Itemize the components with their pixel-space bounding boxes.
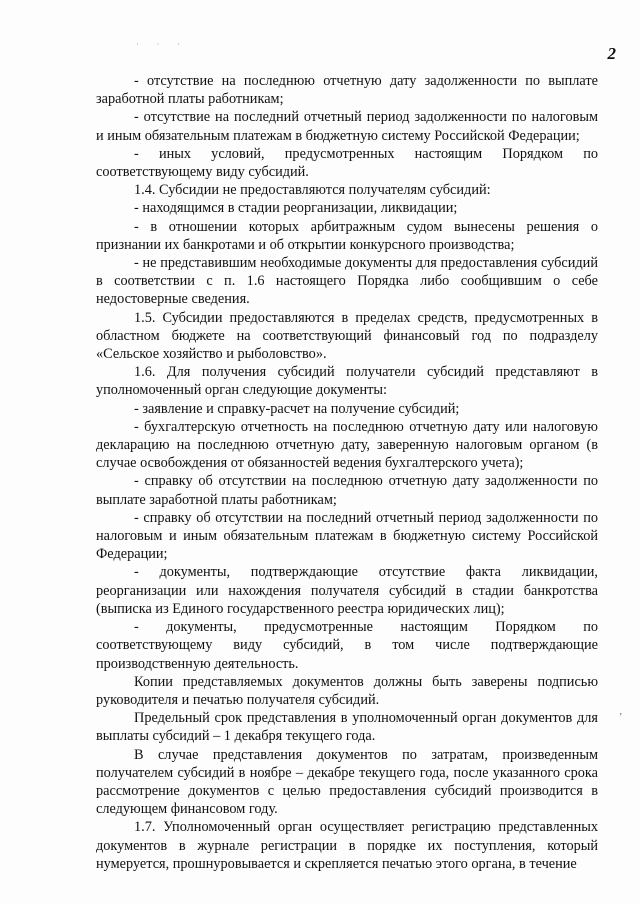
page-number: 2 — [607, 44, 616, 63]
paragraph: - бухгалтерскую отчетность на последнюю отчетную дату или налоговую декларацию на последнюю отчетную дату, заверенную налоговым органом (в случае освобождения от обязанностей ведения бухгалтерского учета); — [96, 418, 598, 472]
paragraph: - не представившим необходимые документы для предоставления субсидий в соответствии с п. 1.6 настоящего Порядка либо сообщившим о себе недостоверные сведения. — [96, 255, 598, 308]
paragraph: - справку об отсутствии на последний отчетный период задолженности по налоговым и иным обязательным платежам в бюджетную систему Российской Федерации; — [96, 509, 598, 563]
paragraph: - в отношении которых арбитражным судом вынесены решения о признании их банкротами и об открытии конкурсного производства; — [96, 218, 598, 253]
paragraph: 1.5. Субсидии предоставляются в пределах средств, предусмотренных в областном бюджете на соответствующий финансовый год по подразделу «Сельское хозяйство и рыболовство». — [96, 309, 598, 363]
body-text — [96, 72, 598, 873]
scan-noise-decoration: · · · — [136, 40, 188, 49]
paragraph: - документы, подтверждающие отсутствие факта ликвидации, реорганизации или нахождения получателя субсидий в стадии банкротства (выписка из Единого государственного реестра юридических лиц); — [96, 564, 598, 617]
paragraph: В случае представления документов по затратам, произведенным получателем субсидий в ноябре – декабре текущего года, после указанного срока рассмотрение документов с целью предоставления субсидий производится в следующем финансовом году. — [96, 746, 598, 818]
paragraph: Предельный срок представления в уполномоченный орган документов для выплаты субсидий – 1 декабря текущего года. — [96, 710, 598, 745]
paragraph: - отсутствие на последнюю отчетную дату задолженности по выплате заработной платы работникам; — [96, 73, 598, 108]
paragraph: - отсутствие на последний отчетный период задолженности по налоговым и иным обязательным платежам в бюджетную систему Российской Федерации; — [96, 109, 598, 144]
margin-mark-decoration: , — [619, 706, 622, 717]
paragraph: - находящимся в стадии реорганизации, ликвидации; — [134, 200, 458, 217]
paragraph: - документы, предусмотренные настоящим Порядком по соответствующему виду субсидий, в том числе подтверждающие производственную деятельность. — [96, 619, 598, 672]
paragraph: - заявление и справку-расчет на получение субсидий; — [134, 400, 460, 417]
paragraph: 1.6. Для получения субсидий получатели субсидий представляют в уполномоченный орган следующие документы: — [96, 364, 598, 399]
paragraph: - иных условий, предусмотренных настоящим Порядком по соответствующему виду субсидий. — [96, 145, 598, 181]
paragraph: - справку об отсутствии на последнюю отчетную дату задолженности по выплате заработной платы работникам; — [96, 473, 598, 508]
paragraph: Копии представляемых документов должны быть заверены подписью руководителя и печатью получателя субсидий. — [96, 673, 598, 708]
paragraph: 1.7. Уполномоченный орган осуществляет регистрацию представленных документов в журнале регистрации в порядке их поступления, который нумеруется, прошнуровывается и скрепляется печатью этого органа, в течение — [96, 819, 598, 872]
paragraph: 1.4. Субсидии не предоставляются получателям субсидий: — [134, 182, 491, 199]
